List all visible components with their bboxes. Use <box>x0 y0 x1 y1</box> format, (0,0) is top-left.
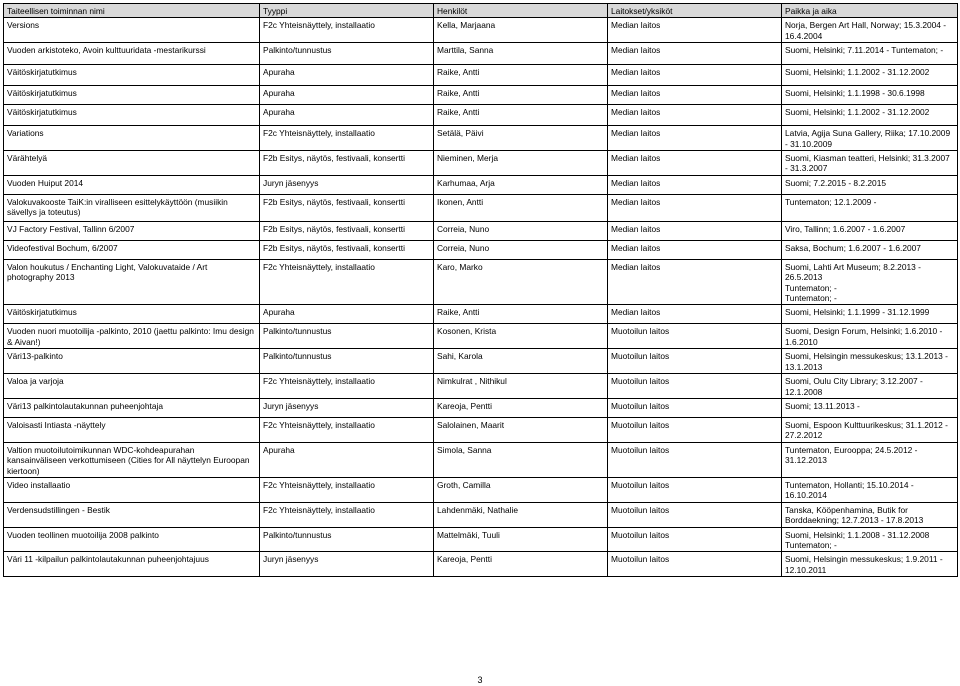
cell-name: Valtion muotoilutoimikunnan WDC-kohdeapurahan kansainväliseen verkottumiseen (Cities for All näyttelyn Euroopan kiertoon) <box>4 442 260 477</box>
cell-place-time: Tanska, Kööpenhamina, Butik for Borddaekning; 12.7.2013 - 17.8.2013 <box>782 502 958 527</box>
cell-name: Väitöskirjatutkimus <box>4 305 260 324</box>
cell-persons: Raike, Antti <box>434 105 608 126</box>
cell-name: Variations <box>4 126 260 151</box>
cell-unit: Median laitos <box>608 43 782 65</box>
cell-name: Videofestival Bochum, 6/2007 <box>4 240 260 259</box>
cell-persons: Simola, Sanna <box>434 442 608 477</box>
cell-name: Valoa ja varjoja <box>4 374 260 399</box>
table-row <box>4 349 958 374</box>
cell-unit: Muotoilun laitos <box>608 374 782 399</box>
cell-type: F2c Yhteisnäyttely, installaatio <box>260 374 434 399</box>
cell-name: VJ Factory Festival, Tallinn 6/2007 <box>4 221 260 240</box>
cell-persons: Correia, Nuno <box>434 240 608 259</box>
cell-place-time: Suomi, Helsinki; 1.1.2002 - 31.12.2002 <box>782 65 958 86</box>
table-row <box>4 442 958 477</box>
table-row <box>4 221 958 240</box>
cell-type: F2c Yhteisnäyttely, installaatio <box>260 417 434 442</box>
cell-type: Palkinto/tunnustus <box>260 43 434 65</box>
table-row <box>4 374 958 399</box>
cell-name: Vuoden nuori muotoilija -palkinto, 2010 (jaettu palkinto: Imu design & Aivan!) <box>4 324 260 349</box>
page-number: 3 <box>477 675 483 685</box>
cell-persons: Kosonen, Krista <box>434 324 608 349</box>
cell-place-time: Suomi, Helsinki; 7.11.2014 - Tuntematon; - <box>782 43 958 65</box>
cell-persons: Raike, Antti <box>434 305 608 324</box>
cell-type: Juryn jäsenyys <box>260 175 434 194</box>
cell-place-time: Tuntematon, Eurooppa; 24.5.2012 - 31.12.2013 <box>782 442 958 477</box>
table-row <box>4 527 958 552</box>
table-row <box>4 194 958 221</box>
cell-unit: Median laitos <box>608 18 782 43</box>
cell-unit: Median laitos <box>608 65 782 86</box>
cell-persons: Lahdenmäki, Nathalie <box>434 502 608 527</box>
cell-place-time: Suomi, Helsinki; 1.1.1999 - 31.12.1999 <box>782 305 958 324</box>
cell-name: Valon houkutus / Enchanting Light, Valokuvataide / Art photography 2013 <box>4 259 260 305</box>
table-row <box>4 151 958 176</box>
cell-persons: Nieminen, Merja <box>434 151 608 176</box>
cell-name: Video installaatio <box>4 477 260 502</box>
cell-unit: Median laitos <box>608 221 782 240</box>
cell-place-time: Norja, Bergen Art Hall, Norway; 15.3.2004 - 16.4.2004 <box>782 18 958 43</box>
activities-table <box>3 3 958 577</box>
cell-persons: Ikonen, Antti <box>434 194 608 221</box>
cell-place-time: Tuntematon, Hollanti; 15.10.2014 - 16.10.2014 <box>782 477 958 502</box>
cell-unit: Median laitos <box>608 194 782 221</box>
cell-place-time: Latvia, Agija Suna Gallery, Riika; 17.10.2009 - 31.10.2009 <box>782 126 958 151</box>
table-row <box>4 65 958 86</box>
cell-name: Väitöskirjatutkimus <box>4 105 260 126</box>
cell-name: Valoisasti Intiasta -näyttely <box>4 417 260 442</box>
cell-persons: Groth, Camilla <box>434 477 608 502</box>
cell-unit: Muotoilun laitos <box>608 527 782 552</box>
cell-persons: Raike, Antti <box>434 65 608 86</box>
cell-persons: Kareoja, Pentti <box>434 398 608 417</box>
cell-place-time: Tuntematon; 12.1.2009 - <box>782 194 958 221</box>
table-row <box>4 105 958 126</box>
cell-place-time: Suomi, Oulu City Library; 3.12.2007 - 12.1.2008 <box>782 374 958 399</box>
cell-type: Apuraha <box>260 65 434 86</box>
cell-name: Versions <box>4 18 260 43</box>
cell-type: Palkinto/tunnustus <box>260 349 434 374</box>
table-row <box>4 86 958 105</box>
cell-persons: Karhumaa, Arja <box>434 175 608 194</box>
table-row <box>4 126 958 151</box>
cell-place-time: Suomi, Espoon Kulttuurikeskus; 31.1.2012 - 27.2.2012 <box>782 417 958 442</box>
table-row <box>4 398 958 417</box>
header-cell-name: Taiteellisen toiminnan nimi <box>4 4 260 18</box>
cell-unit: Muotoilun laitos <box>608 349 782 374</box>
header-cell-place-time: Paikka ja aika <box>782 4 958 18</box>
cell-type: Apuraha <box>260 305 434 324</box>
cell-type: F2c Yhteisnäyttely, installaatio <box>260 18 434 43</box>
cell-unit: Muotoilun laitos <box>608 477 782 502</box>
table-row <box>4 417 958 442</box>
cell-place-time: Suomi, Kiasman teatteri, Helsinki; 31.3.2007 - 31.3.2007 <box>782 151 958 176</box>
table-body <box>4 4 958 577</box>
cell-type: F2c Yhteisnäyttely, installaatio <box>260 477 434 502</box>
cell-type: F2c Yhteisnäyttely, installaatio <box>260 259 434 305</box>
cell-persons: Correia, Nuno <box>434 221 608 240</box>
cell-unit: Median laitos <box>608 151 782 176</box>
table-row <box>4 259 958 305</box>
cell-place-time: Suomi, Helsinki; 1.1.2008 - 31.12.2008 Tuntematon; - <box>782 527 958 552</box>
cell-unit: Median laitos <box>608 126 782 151</box>
cell-type: F2b Esitys, näytös, festivaali, konsertti <box>260 194 434 221</box>
cell-persons: Karo, Marko <box>434 259 608 305</box>
cell-type: Juryn jäsenyys <box>260 552 434 577</box>
cell-type: Palkinto/tunnustus <box>260 527 434 552</box>
cell-place-time: Saksa, Bochum; 1.6.2007 - 1.6.2007 <box>782 240 958 259</box>
cell-unit: Muotoilun laitos <box>608 502 782 527</box>
table-row <box>4 552 958 577</box>
cell-persons: Sahi, Karola <box>434 349 608 374</box>
cell-unit: Muotoilun laitos <box>608 417 782 442</box>
cell-name: Väri 11 -kilpailun palkintolautakunnan puheenjohtajuus <box>4 552 260 577</box>
cell-name: Vuoden teollinen muotoilija 2008 palkinto <box>4 527 260 552</box>
cell-type: Apuraha <box>260 86 434 105</box>
cell-type: F2b Esitys, näytös, festivaali, konsertti <box>260 240 434 259</box>
cell-name: Valokuvakooste TaiK:in viralliseen esittelykäyttöön (musiikin sävellys ja toteutus) <box>4 194 260 221</box>
cell-type: Juryn jäsenyys <box>260 398 434 417</box>
header-cell-persons: Henkilöt <box>434 4 608 18</box>
cell-type: F2c Yhteisnäyttely, installaatio <box>260 502 434 527</box>
cell-type: F2b Esitys, näytös, festivaali, konsertti <box>260 151 434 176</box>
table-row <box>4 502 958 527</box>
cell-unit: Median laitos <box>608 105 782 126</box>
cell-name: Värähtelyä <box>4 151 260 176</box>
cell-name: Verdensudstillingen - Bestik <box>4 502 260 527</box>
cell-persons: Mattelmäki, Tuuli <box>434 527 608 552</box>
table-row <box>4 18 958 43</box>
cell-unit: Median laitos <box>608 175 782 194</box>
cell-unit: Median laitos <box>608 86 782 105</box>
cell-persons: Nimkulrat , Nithikul <box>434 374 608 399</box>
cell-unit: Median laitos <box>608 240 782 259</box>
cell-persons: Kella, Marjaana <box>434 18 608 43</box>
cell-place-time: Suomi, Helsinki; 1.1.1998 - 30.6.1998 <box>782 86 958 105</box>
cell-name: Vuoden arkistoteko, Avoin kulttuuridata -mestarikurssi <box>4 43 260 65</box>
cell-type: F2c Yhteisnäyttely, installaatio <box>260 126 434 151</box>
cell-unit: Median laitos <box>608 305 782 324</box>
cell-type: Apuraha <box>260 105 434 126</box>
cell-persons: Raike, Antti <box>434 86 608 105</box>
cell-place-time: Suomi, Design Forum, Helsinki; 1.6.2010 - 1.6.2010 <box>782 324 958 349</box>
header-cell-type: Tyyppi <box>260 4 434 18</box>
cell-place-time: Suomi, Helsinki; 1.1.2002 - 31.12.2002 <box>782 105 958 126</box>
cell-name: Väitöskirjatutkimus <box>4 65 260 86</box>
cell-place-time: Suomi, Helsingin messukeskus; 1.9.2011 - 12.10.2011 <box>782 552 958 577</box>
table-row <box>4 175 958 194</box>
cell-unit: Muotoilun laitos <box>608 324 782 349</box>
cell-type: Palkinto/tunnustus <box>260 324 434 349</box>
cell-unit: Muotoilun laitos <box>608 552 782 577</box>
cell-unit: Muotoilun laitos <box>608 398 782 417</box>
table-row <box>4 43 958 65</box>
cell-persons: Kareoja, Pentti <box>434 552 608 577</box>
table-row <box>4 477 958 502</box>
cell-type: F2b Esitys, näytös, festivaali, konsertti <box>260 221 434 240</box>
cell-persons: Salolainen, Maarit <box>434 417 608 442</box>
cell-place-time: Suomi, Lahti Art Museum; 8.2.2013 - 26.5.2013 Tuntematon; - Tuntematon; - <box>782 259 958 305</box>
cell-name: Väitöskirjatutkimus <box>4 86 260 105</box>
cell-unit: Muotoilun laitos <box>608 442 782 477</box>
cell-place-time: Suomi, Helsingin messukeskus; 13.1.2013 - 13.1.2013 <box>782 349 958 374</box>
cell-place-time: Viro, Tallinn; 1.6.2007 - 1.6.2007 <box>782 221 958 240</box>
cell-persons: Marttila, Sanna <box>434 43 608 65</box>
cell-name: Väri13 palkintolautakunnan puheenjohtaja <box>4 398 260 417</box>
cell-persons: Setälä, Päivi <box>434 126 608 151</box>
header-row <box>4 4 958 18</box>
cell-place-time: Suomi; 7.2.2015 - 8.2.2015 <box>782 175 958 194</box>
cell-type: Apuraha <box>260 442 434 477</box>
cell-name: Vuoden Huiput 2014 <box>4 175 260 194</box>
table-row <box>4 240 958 259</box>
header-cell-units: Laitokset/yksiköt <box>608 4 782 18</box>
table-row <box>4 305 958 324</box>
cell-unit: Median laitos <box>608 259 782 305</box>
cell-place-time: Suomi; 13.11.2013 - <box>782 398 958 417</box>
cell-name: Väri13-palkinto <box>4 349 260 374</box>
table-row <box>4 324 958 349</box>
